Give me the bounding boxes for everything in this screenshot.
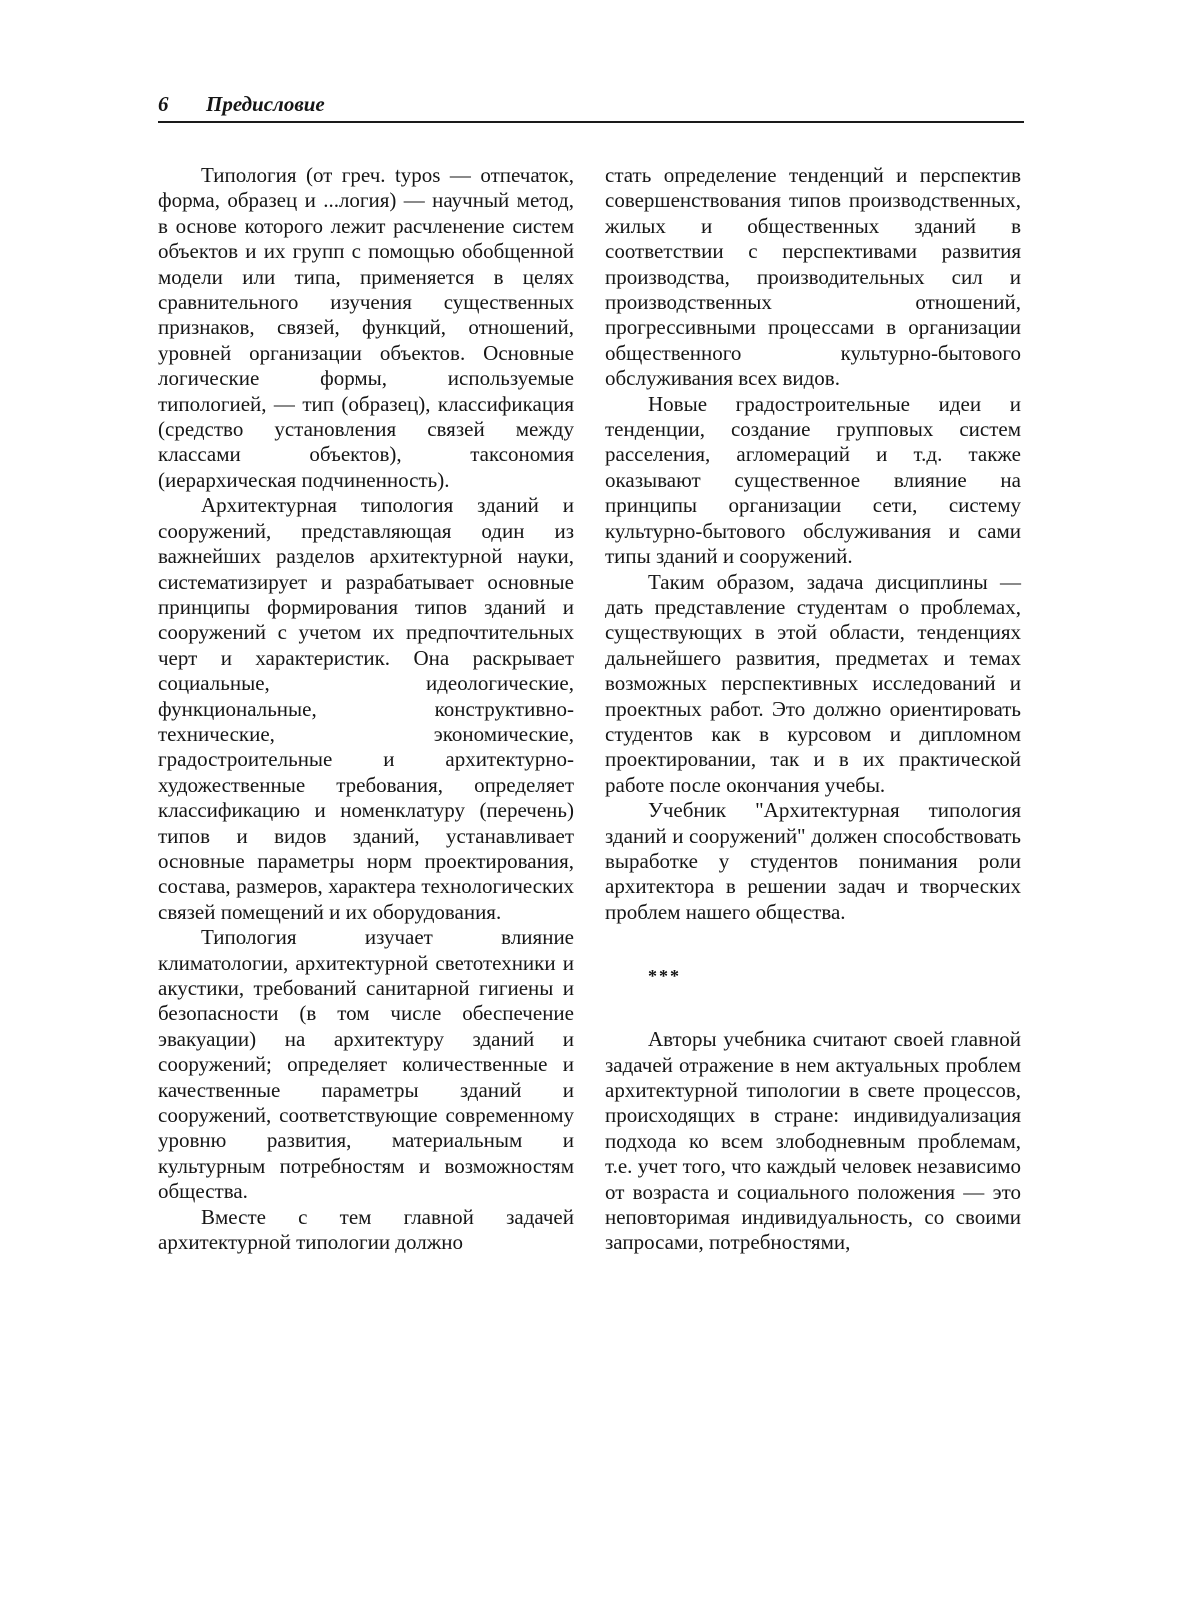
paragraph-continuation: стать определение тенденций и перспектив совершенствования типов производственных, жилых и общественных зданий в соответствии с перспективами развития производства, производительных сил и производственных отношений, прогрессивными процессами в организации общественного культурно-бытового обслуживания всех видов. [605,163,1021,391]
paragraph-urban-ideas: Новые градостроительные идеи и тенденции, создание групповых систем расселения, агломераций и т.д. также оказывают существенное влияние на принципы организации сети, систему культурно-бытового обслуживания и сами типы зданий и сооружений. [605,391,1021,569]
paragraph-authors: Авторы учебника считают своей главной задачей отражение в нем актуальных проблем архитектурной типологии в свете процессов, происходящих в стране: индивидуализация подхода ко всем злободневным проблемам, т.е. учет того, что каждый человек независимо от возраста и социального положения — это неповторимая индивидуальность, со своими запросами, потребностями, [605,1027,1021,1255]
page-number: 6 [158,92,169,116]
paragraph-textbook-purpose: Учебник "Архитектурная типология зданий и сооружений" должен способствовать выработке у студентов понимания роли архитектора в решении задач и творческих проблем нашего общества. [605,798,1021,924]
paragraph-architectural-typology: Архитектурная типология зданий и сооружений, представляющая один из важнейших разделов архитектурной науки, систематизирует и разрабатывает основные принципы формирования типов зданий и сооружений с учетом их предпочтительных черт и характеристик. Она раскрывает социальные, идеологические, функциональные, конструктивно-технические, экономические, градостроительные и архитектурно-художественные требования, определяет классификацию и номенклатуру (перечень) типов и видов зданий, устанавливает основные параметры норм проектирования, состава, размеров, характера технологических связей помещений и их оборудования. [158,493,574,924]
running-head [158,92,1024,122]
paragraph-typology-definition: Типология (от греч. typos — отпечаток, форма, образец и ...логия) — научный метод, в основе которого лежит расчленение систем объектов и их групп с помощью обобщенной модели или типа, применяется в целях сравнительного изучения существенных признаков, связей, функций, отношений, уровней организации объектов. Основные логические формы, используемые типологией, — тип (образец), классификация (средство установления связей между классами объектов), таксономия (иерархическая подчиненность). [158,163,574,492]
right-column [605,163,1021,1256]
header-rule [158,121,1024,123]
left-column [158,163,574,1255]
paragraph-discipline-task: Таким образом, задача дисциплины — дать представление студентам о проблемах, существующих в этой области, тенденциях дальнейшего развития, предметах и темах возможных перспективных исследований и проектных работ. Это должно ориентировать студентов как в курсовом и дипломном проектировании, так и в их практической работе после окончания учебы. [605,569,1021,797]
paragraph-typology-studies: Типология изучает влияние климатологии, архитектурной светотехники и акустики, требований санитарной гигиены и безопасности (в том числе обеспечение эвакуации) на архитектуру зданий и сооружений; определяет количественные и качественные параметры зданий и сооружений, соответствующие современному уровню развития, материальным и культурным потребностям и возможностям общества. [158,925,574,1204]
paragraph-main-task: Вместе с тем главной задачей архитектурной типологии должно [158,1204,574,1255]
running-title: Предисловие [206,92,325,116]
section-ornament: *** [648,966,681,987]
